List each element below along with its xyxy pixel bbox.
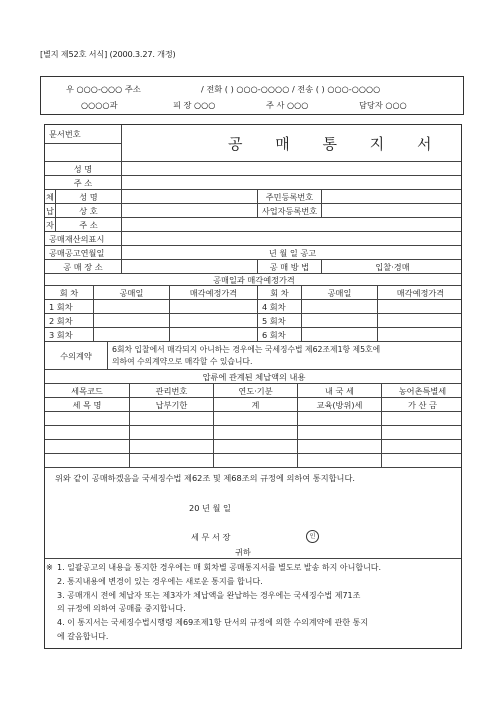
schedule-date-1[interactable]: [93, 300, 169, 314]
schedule-price-5[interactable]: [377, 314, 463, 328]
arrears-cell[interactable]: [45, 412, 129, 426]
arrears-cell[interactable]: [297, 440, 381, 454]
arrears-cell[interactable]: [297, 426, 381, 440]
resident-no-label: 주민등록번호: [257, 190, 321, 204]
schedule-round-6: 6 회차: [257, 328, 301, 342]
arrears-header-total: 계: [213, 398, 297, 412]
announce-date-value: 년 월 일 공고: [121, 246, 463, 260]
schedule-price-3[interactable]: [169, 328, 257, 342]
arrears-cell[interactable]: [213, 440, 297, 454]
arrears-cell[interactable]: [129, 440, 213, 454]
sender-reviewer: 주 사 ○○○: [266, 100, 309, 110]
official-seal-icon: 인: [306, 530, 319, 543]
arrears-header-year: 연도·기분: [213, 384, 297, 398]
arrears-header-additional: 가 산 금: [381, 398, 463, 412]
arrears-section-title: 압류에 관계된 체납액의 내용: [202, 371, 306, 382]
sender-phone: / 전화 ( ) ○○○-○○○○ / 전송 ( ) ○○○-○○○○: [201, 84, 381, 94]
notes-mark: ※: [46, 562, 53, 572]
auction-place-field[interactable]: [121, 260, 257, 274]
arrears-cell[interactable]: [381, 426, 463, 440]
arrears-header-tax-code: 세목코드: [71, 385, 103, 396]
doc-number-label: 문서번호: [49, 129, 81, 139]
arrears-cell[interactable]: [213, 454, 297, 468]
business-no-field[interactable]: [321, 204, 463, 218]
announce-date-label: 공매공고연월일: [49, 247, 105, 258]
auction-method-value: 입찰·경매: [321, 260, 463, 274]
recipient-name-field[interactable]: [121, 162, 463, 176]
arrears-cell[interactable]: [129, 426, 213, 440]
arrears-cell[interactable]: [45, 454, 129, 468]
sender-drafter: 피 장 ○○○: [173, 100, 216, 110]
schedule-date-3[interactable]: [93, 328, 169, 342]
schedule-header-price-right: 매각예정가격: [377, 286, 463, 300]
schedule-header-price-left: 매각예정가격: [169, 286, 257, 300]
arrears-header-domestic-tax: 내 국 세: [297, 384, 381, 398]
note-1: 1. 일괄공고의 내용을 통지한 경우에는 매 회차별 공매통지서를 별도로 발송 하지 아니합니다.: [57, 563, 382, 572]
schedule-date-6[interactable]: [301, 328, 377, 342]
private-contract-label: 수의계약: [60, 350, 92, 361]
arrears-cell[interactable]: [381, 440, 463, 454]
recipient-address-field[interactable]: [121, 176, 463, 190]
schedule-section-title: 공매일과 매각예정가격: [213, 274, 295, 285]
schedule-header-date-right: 공매일: [301, 286, 377, 300]
page-title: 공 매 통 지 서: [228, 135, 446, 153]
arrears-cell[interactable]: [297, 454, 381, 468]
sender-info-box: [40, 76, 464, 115]
sender-manager: 담당자 ○○○: [359, 100, 407, 110]
business-no-label: 사업자등록번호: [257, 204, 321, 218]
auction-method-label: 공 매 방 법: [257, 260, 321, 274]
property-label: 공매재산의표시: [49, 233, 105, 244]
sender-dept: ○○○○과: [81, 100, 118, 110]
honorific: 귀하: [235, 547, 251, 557]
private-contract-text-1: 6회차 입찰에서 매각되지 아니하는 경우에는 국세징수법 제62조제1항 제5호에: [112, 345, 381, 354]
private-contract-text-2: 의하여 수의계약으로 매각할 수 있습니다.: [112, 357, 253, 366]
delinquent-name-field[interactable]: [121, 190, 257, 204]
note-4-cont: 에 갈음합니다.: [57, 632, 109, 641]
delinquent-side-label-2: 납: [46, 205, 54, 216]
delinquent-trade-label: 상 호: [55, 204, 121, 218]
schedule-round-2: 2 회차: [49, 315, 73, 326]
delinquent-trade-field[interactable]: [121, 204, 257, 218]
delinquent-side-label-3: 자: [46, 219, 54, 230]
auction-place-label: 공 매 장 소: [63, 261, 103, 272]
arrears-header-rural-tax: 농어촌특별세: [381, 384, 463, 398]
schedule-header-date-left: 공매일: [93, 286, 169, 300]
arrears-header-mgmt-no: 관리번호: [129, 384, 213, 398]
tax-office-head: 세 무 서 장: [191, 532, 231, 542]
delinquent-name-label: 성 명: [55, 190, 121, 204]
schedule-price-2[interactable]: [169, 314, 257, 328]
recipient-name-label: 성 명: [73, 163, 93, 174]
auction-notice-form: [44, 124, 462, 649]
schedule-round-5: 5 회차: [257, 314, 301, 328]
arrears-cell[interactable]: [297, 412, 381, 426]
recipient-address-label: 주 소: [73, 177, 93, 188]
arrears-cell[interactable]: [381, 454, 463, 468]
date-line: 20 년 월 일: [189, 503, 231, 513]
arrears-cell[interactable]: [45, 440, 129, 454]
arrears-cell[interactable]: [213, 426, 297, 440]
schedule-round-3: 3 회차: [49, 329, 73, 340]
property-field[interactable]: [121, 232, 463, 246]
sender-postal: 우 ○○○-○○○ 주소: [66, 84, 141, 94]
schedule-date-2[interactable]: [93, 314, 169, 328]
schedule-date-5[interactable]: [301, 314, 377, 328]
delinquent-side-label-1: 체: [46, 191, 54, 202]
note-3: 3. 공매개시 전에 체납자 또는 제3자가 체납액을 완납하는 경우에는 국세징수법 제71조: [57, 591, 361, 600]
schedule-round-1: 1 회차: [49, 301, 73, 312]
schedule-round-4: 4 회차: [257, 300, 301, 314]
note-4: 4. 이 통지서는 국세징수법시행령 제69조제1항 단서의 규정에 의한 수의계약에 관한 통지: [57, 618, 369, 627]
arrears-cell[interactable]: [129, 454, 213, 468]
note-2: 2. 통지내용에 변경이 있는 경우에는 새로운 통지를 합니다.: [57, 577, 263, 586]
arrears-cell[interactable]: [129, 412, 213, 426]
delinquent-address-label: 주 소: [55, 218, 121, 232]
schedule-header-round-right: 회 차: [257, 286, 301, 300]
schedule-price-6[interactable]: [377, 328, 463, 342]
arrears-header-tax-name: 세 목 명: [72, 399, 102, 410]
arrears-header-education-tax: 교육(방위)세: [297, 398, 381, 412]
arrears-cell[interactable]: [45, 426, 129, 440]
schedule-price-1[interactable]: [169, 300, 257, 314]
arrears-header-due-date: 납부기한: [129, 398, 213, 412]
resident-no-field[interactable]: [321, 190, 463, 204]
schedule-date-4[interactable]: [301, 300, 377, 314]
form-number-header: [별지 제52호 서식] (2000.3.27. 개정): [40, 49, 176, 59]
schedule-price-4[interactable]: [377, 300, 463, 314]
arrears-cell[interactable]: [381, 412, 463, 426]
legal-statement: 위와 같이 공매하겠음을 국세징수법 제62조 및 제68조의 규정에 의하여 통지합니다.: [55, 473, 355, 483]
note-3-cont: 의 규정에 의하여 공매를 중지합니다.: [57, 604, 186, 613]
schedule-header-round-left: 회 차: [59, 287, 79, 298]
arrears-cell[interactable]: [213, 412, 297, 426]
delinquent-address-field[interactable]: [121, 218, 463, 232]
